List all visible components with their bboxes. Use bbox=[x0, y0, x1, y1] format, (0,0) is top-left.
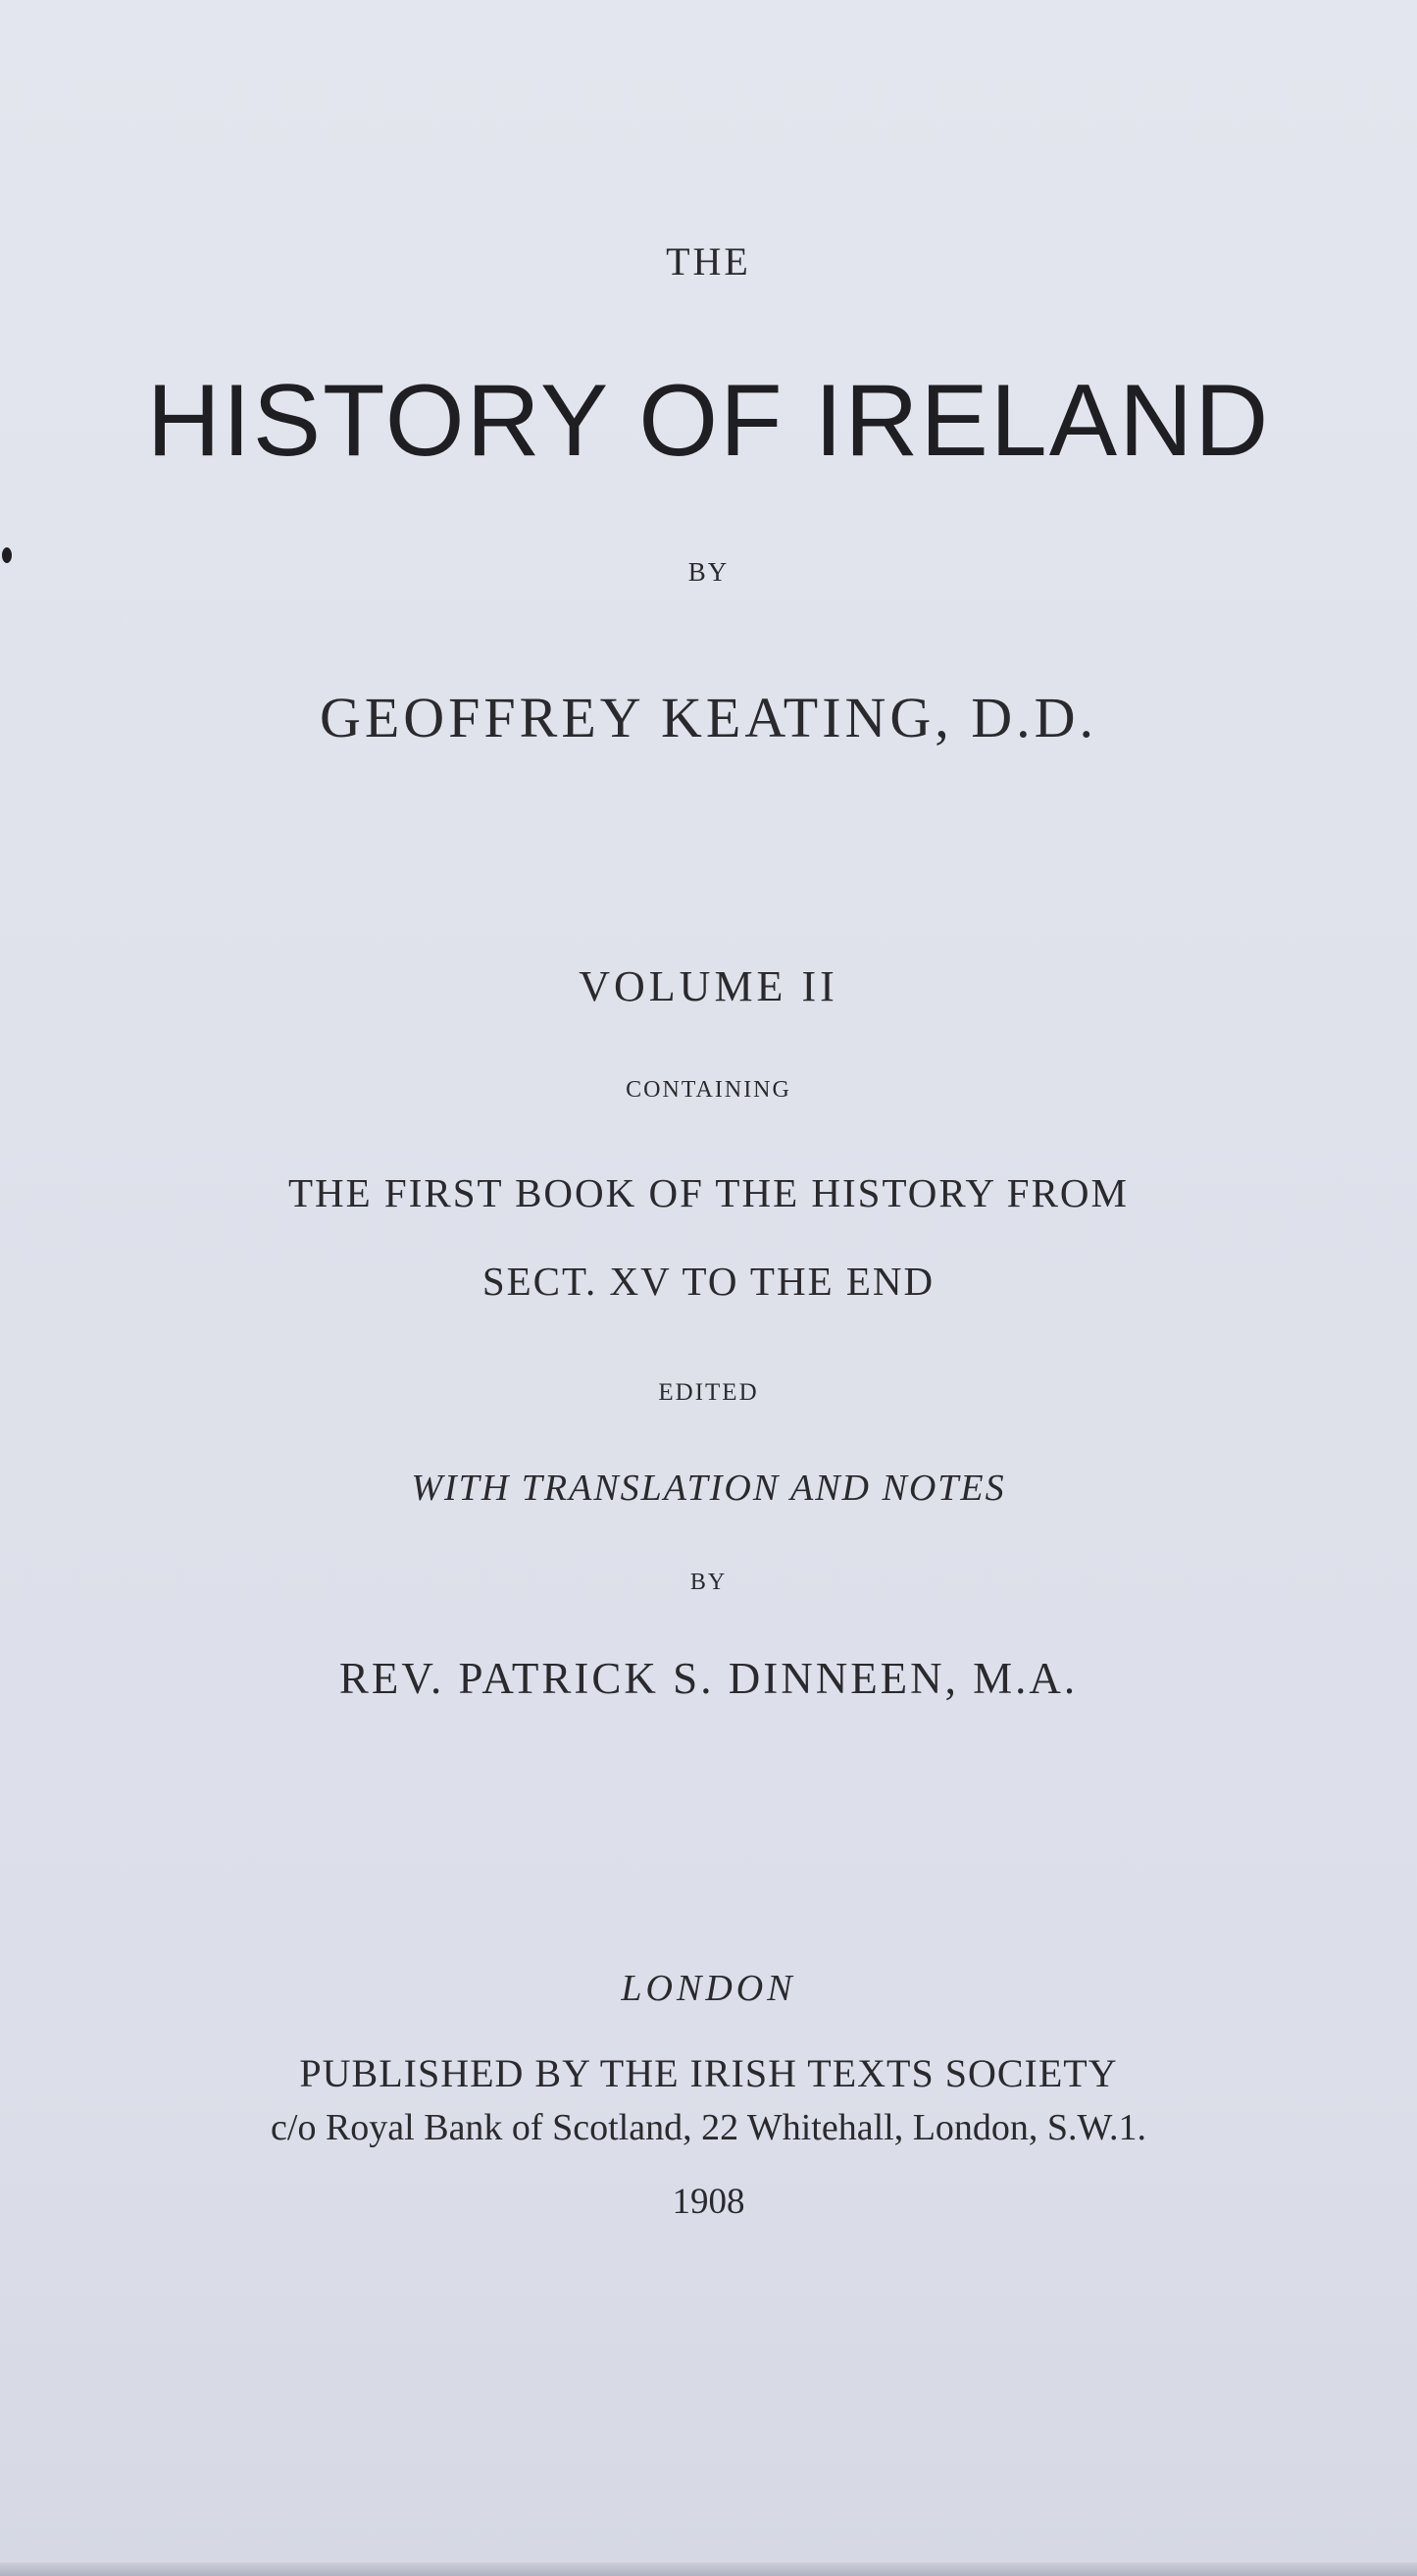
by-label: BY bbox=[687, 557, 730, 587]
page-bottom-edge bbox=[0, 2562, 1417, 2576]
contents-line-2: SECT. XV TO THE END bbox=[481, 1259, 936, 1304]
editor-name: REV. PATRICK S. DINNEEN, M.A. bbox=[338, 1654, 1079, 1703]
contents-line-1: THE FIRST BOOK OF THE HISTORY FROM bbox=[287, 1170, 1129, 1215]
translation-note: WITH TRANSLATION AND NOTES bbox=[411, 1468, 1006, 1509]
title-article: THE bbox=[666, 239, 751, 283]
imprint-place: LONDON bbox=[621, 1968, 796, 2009]
containing-label: CONTAINING bbox=[626, 1077, 791, 1103]
edited-label: EDITED bbox=[658, 1379, 759, 1406]
imprint-year: 1908 bbox=[672, 2182, 745, 2222]
imprint-address: c/o Royal Bank of Scotland, 22 Whitehall, London, S.W.1. bbox=[271, 2107, 1146, 2148]
imprint-publisher: PUBLISHED BY THE IRISH TEXTS SOCIETY bbox=[299, 2051, 1118, 2095]
book-title: HISTORY OF IRELAND bbox=[146, 364, 1271, 478]
author-name: GEOFFREY KEATING, D.D. bbox=[319, 686, 1098, 749]
by-editor-label: BY bbox=[689, 1570, 728, 1595]
volume-label: VOLUME II bbox=[579, 962, 838, 1010]
